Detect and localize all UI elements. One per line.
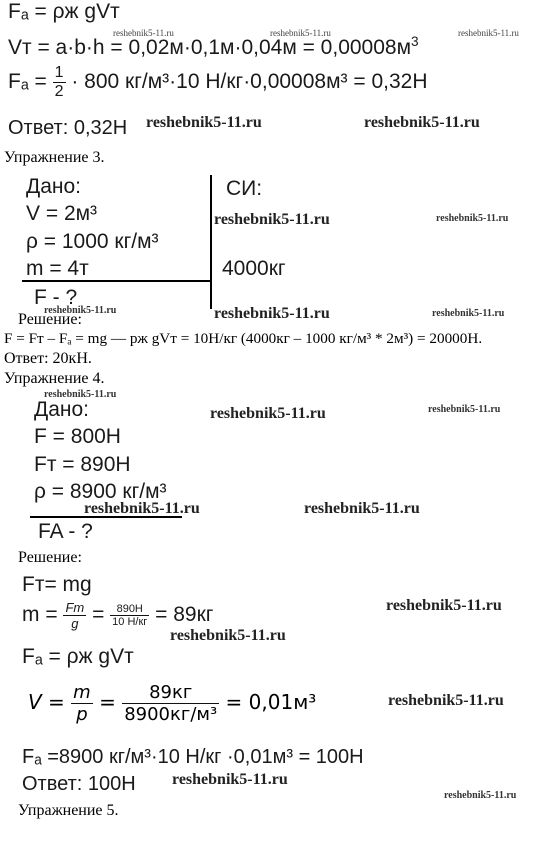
watermark: reshebnik5-11.ru [428, 404, 501, 415]
find-archimedes-force: FA - ? [38, 520, 93, 543]
exercise-4-title: Упражнение 4. [4, 370, 105, 387]
watermark: reshebnik5-11.ru [436, 213, 509, 224]
given-mass: m = 4т [26, 257, 89, 280]
given-header-4: Дано: [34, 398, 90, 421]
answer-4: Ответ: 100Н [22, 773, 136, 795]
solution-label-4: Решение: [18, 549, 82, 566]
eq-archimedes: Fₐ = ρж gVт [22, 645, 134, 668]
watermark: reshebnik5-11.ru [84, 500, 200, 517]
answer-1: Ответ: 0,32Н [8, 117, 128, 139]
eq-final-force: Fₐ =8900 кг/м³·10 Н/кг ·0,01м³ = 100Н [22, 746, 364, 768]
watermark: reshebnik5-11.ru [172, 771, 288, 788]
watermark: reshebnik5-11.ru [364, 114, 480, 131]
given-header: Дано: [26, 175, 82, 198]
si-mass: 4000кг [222, 257, 286, 280]
watermark: reshebnik5-11.ru [210, 405, 326, 422]
formula-archimedes: Fₐ = ρж gVт [8, 0, 120, 23]
watermark: reshebnik5-11.ru [44, 389, 117, 400]
table-horizontal-divider [22, 280, 212, 282]
watermark: reshebnik5-11.ru [170, 627, 286, 644]
given-volume: V = 2м³ [26, 202, 98, 225]
watermark: reshebnik5-11.ru [444, 790, 517, 801]
watermark: reshebnik5-11.ru [386, 597, 502, 614]
watermark: reshebnik5-11.ru [304, 500, 420, 517]
solution-3: F = Fт – Fₐ = mg — pж gVт = 10Н/кг (4000кг – 1000 кг/м³ * 2м³) = 20000Н. [4, 330, 483, 347]
given-density: ρ = 1000 кг/м³ [26, 230, 159, 253]
exercise-5-title: Упражнение 5. [18, 802, 119, 819]
watermark: reshebnik5-11.ru [214, 305, 330, 322]
find-force: F - ? [34, 286, 78, 309]
watermark: reshebnik5-11.ru [44, 305, 117, 316]
given-density-4: ρ = 8900 кг/м³ [34, 480, 167, 503]
given-force: F = 800Н [34, 425, 121, 448]
watermark: reshebnik5-11.ru [388, 692, 504, 709]
formula-volume: Vт = $a\cdot b\cdot h = 0,02м\cdot 0,1м\cdot 0,04м = 0,00008м^3$ [8, 34, 419, 59]
eq-mass: m = $\frac{Fт}{g}$ = $\frac{890Н}{10 Н/кг}$ = 89кг [22, 600, 214, 631]
solution-label: Решение: [18, 311, 82, 328]
watermark: reshebnik5-11.ru [214, 211, 330, 228]
answer-3: Ответ: 20кН. [4, 350, 92, 367]
watermark: reshebnik5-11.ru [458, 28, 519, 38]
si-header: СИ: [226, 177, 263, 200]
watermark: reshebnik5-11.ru [146, 114, 262, 131]
exercise-3-title: Упражнение 3. [4, 149, 105, 166]
formula-force-calc: Fₐ = $\frac{1}{2}$ · 800 кг/м³·10 Н/кг·0,00008м³ = 0,32Н [8, 64, 428, 100]
eq-gravity: Fт= mg [22, 573, 92, 596]
watermark: reshebnik5-11.ru [432, 308, 505, 319]
watermark: reshebnik5-11.ru [270, 28, 331, 38]
given-gravity-force: Fт = 890Н [34, 453, 131, 476]
table-vertical-divider [210, 175, 212, 309]
eq-volume: V = $\frac{m}{p}$ = $\frac{89кг}{\text{8900кг/м³}}$ = 0,01м³ [28, 682, 317, 725]
watermark: reshebnik5-11.ru [113, 28, 174, 38]
